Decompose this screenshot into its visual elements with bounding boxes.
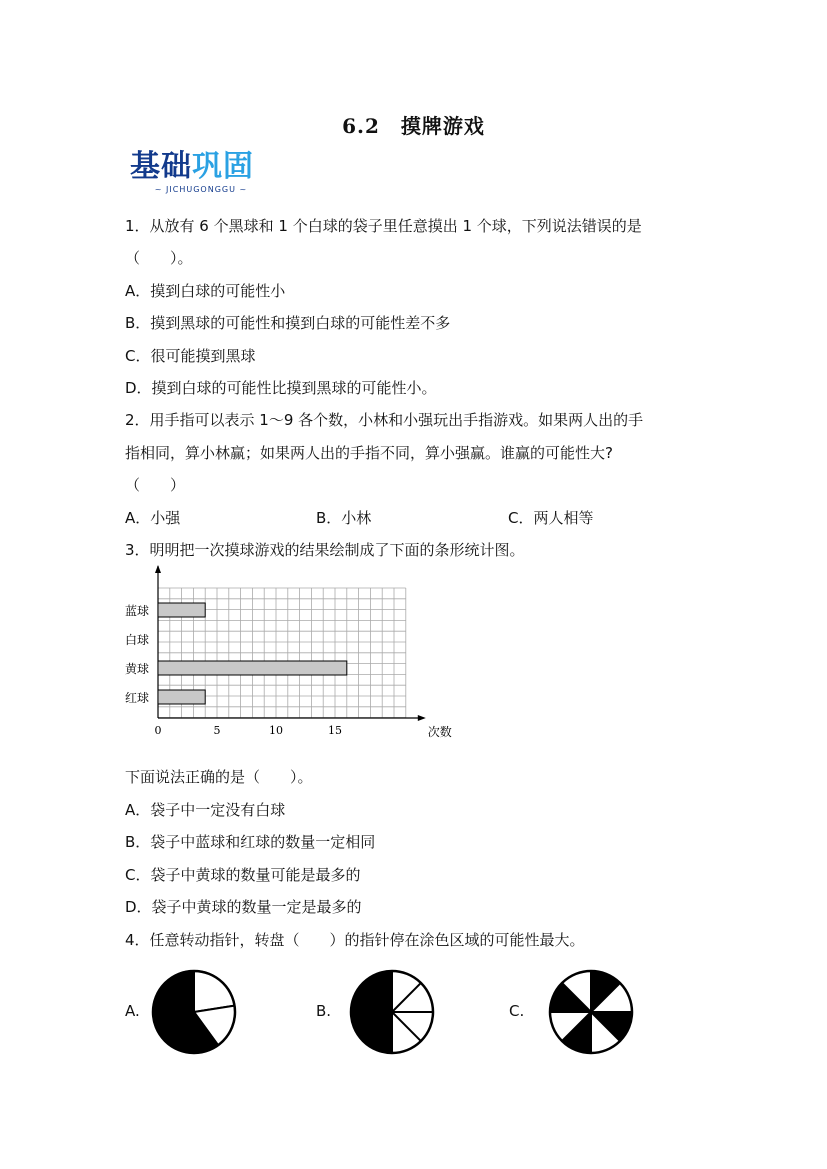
q2-option-c: C．两人相等 bbox=[508, 509, 594, 527]
category-label: 红球 bbox=[125, 691, 150, 705]
q2-option-b: B．小林 bbox=[316, 509, 372, 527]
x-tick-label: 10 bbox=[269, 724, 283, 737]
category-label: 白球 bbox=[125, 633, 150, 647]
logo-text: 基础巩固 bbox=[130, 149, 254, 184]
q4-option-b-label: B. bbox=[316, 1002, 332, 1020]
q4-option-c-label: C. bbox=[509, 1002, 525, 1020]
x-tick-label: 15 bbox=[328, 724, 342, 737]
bar-chart bbox=[118, 562, 458, 752]
x-axis-arrow bbox=[418, 715, 426, 721]
bar bbox=[158, 690, 205, 704]
q3-option-c: C．袋子中黄球的数量可能是最多的 bbox=[125, 866, 361, 884]
q3-stem: 3．明明把一次摸球游戏的结果绘制成了下面的条形统计图。 bbox=[125, 541, 525, 559]
q1-option-c: C．很可能摸到黑球 bbox=[125, 347, 256, 365]
q3-option-b: B．袋子中蓝球和红球的数量一定相同 bbox=[125, 833, 376, 851]
bar bbox=[158, 661, 347, 675]
page-title: 6.2 摸牌游戏 bbox=[342, 114, 485, 138]
q2-option-a: A．小强 bbox=[125, 509, 181, 527]
spinner-c bbox=[546, 967, 636, 1057]
q3-option-d: D．袋子中黄球的数量一定是最多的 bbox=[125, 898, 362, 916]
x-tick-label: 0 bbox=[154, 724, 162, 737]
y-axis-arrow bbox=[155, 565, 161, 573]
q1-option-d: D．摸到白球的可能性比摸到黑球的可能性小。 bbox=[125, 379, 437, 397]
x-tick-label: 5 bbox=[213, 724, 221, 737]
q3-after-text: 下面说法正确的是（ ）。 bbox=[125, 768, 313, 786]
q4-option-a-label: A. bbox=[125, 1002, 140, 1020]
q1-option-a: A．摸到白球的可能性小 bbox=[125, 282, 286, 300]
bar bbox=[158, 603, 205, 617]
q1-stem-line2: （ ）。 bbox=[125, 249, 193, 267]
logo-subtext: ~ JICHUGONGGU ~ bbox=[154, 185, 248, 194]
q3-option-a: A．袋子中一定没有白球 bbox=[125, 801, 286, 819]
q4-stem: 4．任意转动指针，转盘（ ）的指针停在涂色区域的可能性最大。 bbox=[125, 931, 585, 949]
spinner-a bbox=[149, 967, 239, 1057]
q2-stem-line3: （ ） bbox=[125, 476, 186, 494]
section-logo bbox=[130, 150, 276, 198]
q1-option-b: B．摸到黑球的可能性和摸到白球的可能性差不多 bbox=[125, 314, 451, 332]
q2-stem-line1: 2．用手指可以表示 1～9 各个数，小林和小强玩出手指游戏。如果两人出的手 bbox=[125, 411, 644, 429]
q2-stem-line2: 指相同，算小林赢；如果两人出的手指不同，算小强赢。谁赢的可能性大? bbox=[125, 444, 613, 462]
category-label: 蓝球 bbox=[125, 604, 150, 618]
spinner-b bbox=[347, 967, 437, 1057]
q1-stem-line1: 1．从放有 6 个黑球和 1 个白球的袋子里任意摸出 1 个球，下列说法错误的是 bbox=[125, 217, 642, 235]
category-label: 黄球 bbox=[125, 662, 150, 676]
x-axis-label: 次数 bbox=[427, 725, 452, 739]
